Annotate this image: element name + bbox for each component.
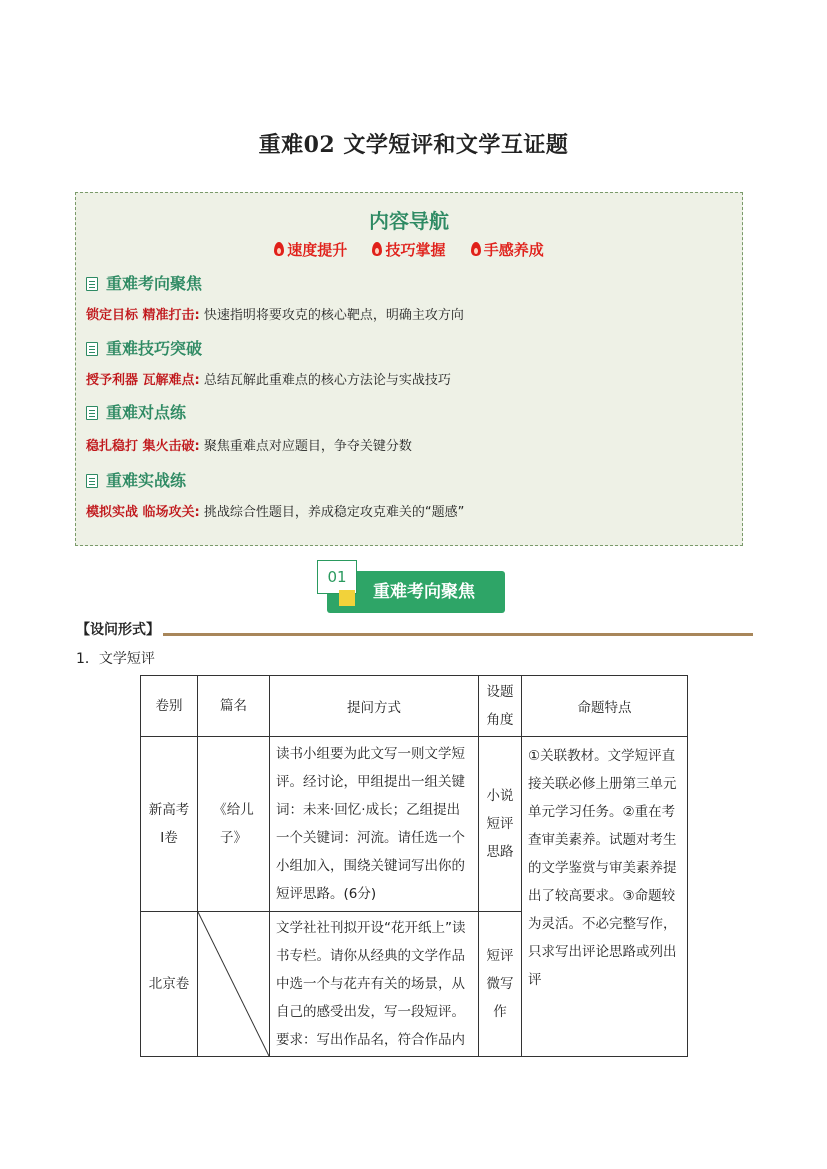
table-row	[141, 737, 688, 912]
section-heading-practice: 重难对点练	[86, 400, 186, 423]
content-navigation-box	[75, 192, 743, 546]
badge-label: 重难考向聚焦	[327, 571, 505, 613]
badge-number: 01	[317, 560, 357, 594]
header-ask: 提问方式	[270, 676, 479, 737]
document-icon	[86, 342, 98, 356]
item-title: 1．文学短评	[76, 651, 155, 667]
header-juan: 卷别	[141, 676, 198, 737]
header-angle: 设题角度	[479, 676, 522, 737]
flame-icon	[471, 242, 481, 256]
flame-icon	[274, 242, 284, 256]
cell-juan: 北京卷	[141, 912, 198, 1057]
cell-pian-empty	[198, 912, 270, 1057]
cell-angle: 小说短评思路	[479, 737, 522, 912]
cell-angle: 短评微写作	[479, 912, 522, 1057]
header-features: 命题特点	[522, 676, 688, 737]
header-pian: 篇名	[198, 676, 270, 737]
section-desc-focus: 锁定目标 精准打击: 快速指明将要攻克的核心靶点，明确主攻方向	[86, 308, 464, 323]
nav-tag-skill: 技巧掌握	[372, 239, 445, 260]
cell-features: ①关联教材。文学短评直接关联必修上册第三单元单元学习任务。②重在考查审美素养。试题对考生的文学鉴赏与审美素养提出了较高要求。③命题较为灵活。不必完整写作，只求写出评论思路或列出评	[522, 737, 688, 1057]
section-heading-focus: 重难考向聚焦	[86, 271, 202, 294]
cell-ask: 文学社社刊拟开设“花开纸上”读书专栏。请你从经典的文学作品中选一个与花卉有关的场景，从自己的感受出发，写一段短评。要求：写出作品名，符合作品内	[270, 912, 479, 1057]
section-desc-combat: 模拟实战 临场攻关: 挑战综合性题目，养成稳定攻克难关的“题感”	[86, 505, 465, 520]
cell-pian: 《给儿子》	[198, 737, 270, 912]
document-icon	[86, 406, 98, 420]
flame-icon	[372, 242, 382, 256]
nav-tag-feel: 手感养成	[471, 239, 544, 260]
cell-juan: 新高考Ⅰ卷	[141, 737, 198, 912]
section-desc-skill: 授予利器 瓦解难点: 总结瓦解此重难点的核心方法论与实战技巧	[86, 373, 451, 388]
section-badge	[317, 560, 507, 616]
nav-heading: 内容导航	[369, 209, 449, 233]
nav-tag-speed: 速度提升	[274, 239, 347, 260]
page-title: 重难02 文学短评和文学互证题	[258, 132, 569, 158]
document-icon	[86, 474, 98, 488]
nav-tags	[76, 239, 742, 260]
diagonal-line	[198, 912, 269, 1056]
section-desc-practice: 稳扎稳打 集火击破: 聚焦重难点对应题目，争夺关键分数	[86, 439, 412, 454]
section-heading-skill: 重难技巧突破	[86, 336, 202, 359]
document-icon	[86, 277, 98, 291]
heading-rule	[163, 633, 753, 636]
question-table	[140, 675, 688, 1057]
question-form-heading: 【设问形式】	[76, 622, 160, 638]
cell-ask: 读书小组要为此文写一则文学短评。经讨论，甲组提出一组关键词：未来·回忆·成长；乙组提出一个关键词：河流。请任选一个小组加入，围绕关键词写出你的短评思路。(6分)	[270, 737, 479, 912]
section-heading-combat: 重难实战练	[86, 468, 186, 491]
badge-square-icon	[339, 590, 355, 606]
